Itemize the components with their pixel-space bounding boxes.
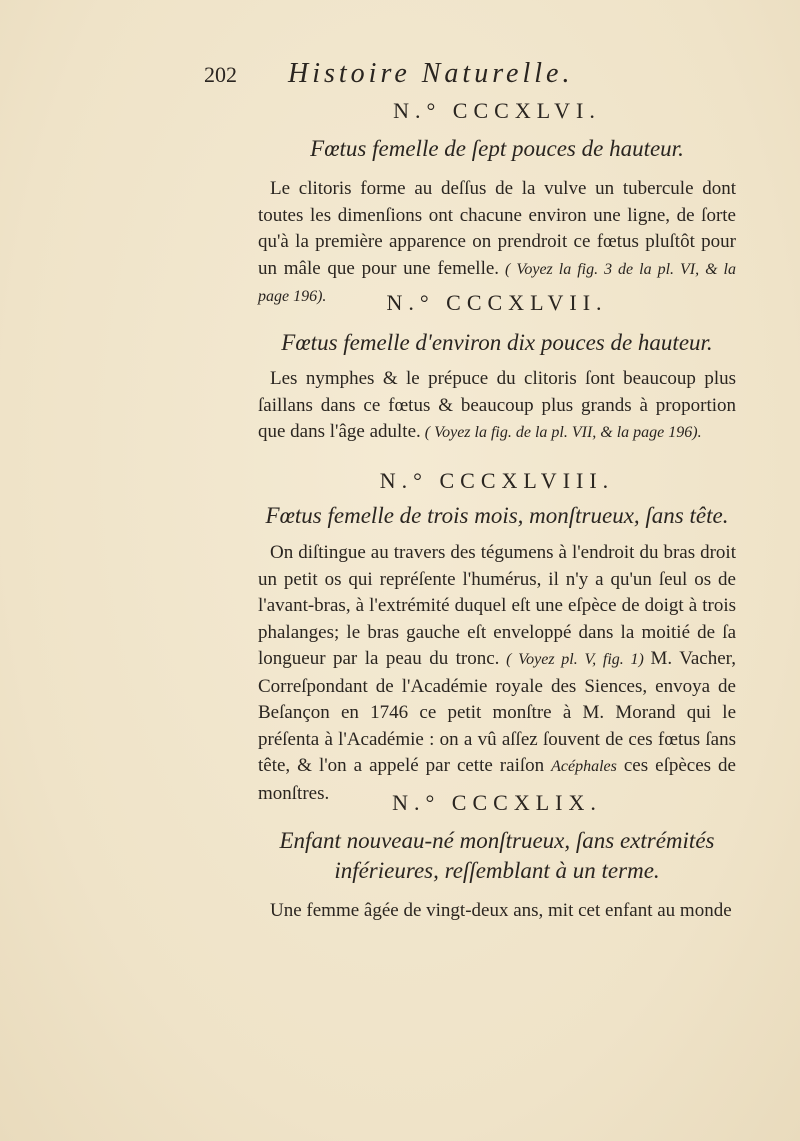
entry-title: Fœtus femelle de trois mois, monſtrueux, ſans tête.	[265, 503, 729, 528]
entry-number: N.° CCCXLIX.	[392, 790, 602, 815]
entry-title: Fœtus femelle d'environ dix pouces de hauteur.	[281, 330, 713, 355]
term-acephales: Acéphales	[551, 758, 617, 775]
entry-text: Une femme âgée de vingt-deux ans, mit cet enfant au monde	[270, 900, 732, 921]
figure-reference: ( Voyez la fig. 3 de la pl. VI, & la page 196).	[258, 260, 736, 305]
entry-title: Enfant nouveau-né monſtrueux, ſans extrémités inférieures, reſſemblant à un terme.	[279, 828, 715, 883]
figure-reference: ( Voyez la fig. de la pl. VII, & la page 196).	[420, 424, 702, 441]
figure-reference: ( Voyez pl. V, fig. 1)	[499, 651, 651, 668]
entry-text: Les nymphes & le prépuce du clitoris ſont beaucoup plus ſaillans dans ce fœtus & beaucoup plus grands à proportion que dans l'âge adulte. ( Voyez la fig. de la pl. VII, & la page 196).	[258, 368, 736, 442]
entry-text: Le clitoris forme au deſſus de la vulve un tubercule dont toutes les dimenſions ont chacune environ une ligne, de ſorte qu'à la première apparence on prendroit ce fœtus pluſtôt pour un mâle que pour une femelle. ( Voyez la fig. 3 de la pl. VI, & la page 196).	[258, 178, 736, 305]
running-head	[204, 58, 660, 94]
page-number: 202	[204, 62, 237, 87]
entry-title: Fœtus femelle de ſept pouces de hauteur.	[310, 136, 684, 161]
entry-number: N.° CCCXLVI.	[393, 98, 601, 123]
entry-number: N.° CCCXLVIII.	[379, 468, 615, 493]
running-title: Histoire Naturelle.	[288, 58, 574, 89]
entry-text: On diſtingue au travers des tégumens à l'endroit du bras droit un petit os qui repréſente l'humérus, il n'y a qu'un ſeul os de l'avant-bras, à l'extrémité duquel eſt une eſpèce de doigt à trois phalanges; le bras gauche eſt enveloppé dans la moitié de ſa longueur par la peau du tronc. ( Voyez pl. V, fig. 1) M. Vacher, Correſpondant de l'Académie royale des Siences, envoya de Beſançon en 1746 ce petit monſtre à M. Morand qui le préſenta à l'Académie : on a vû aſſez ſouvent de ces fœtus ſans tête, & l'on a appelé par cette raiſon Acéphales ces eſpèces de monſtres.	[258, 542, 736, 804]
entry-number: N.° CCCXLVII.	[386, 290, 608, 315]
